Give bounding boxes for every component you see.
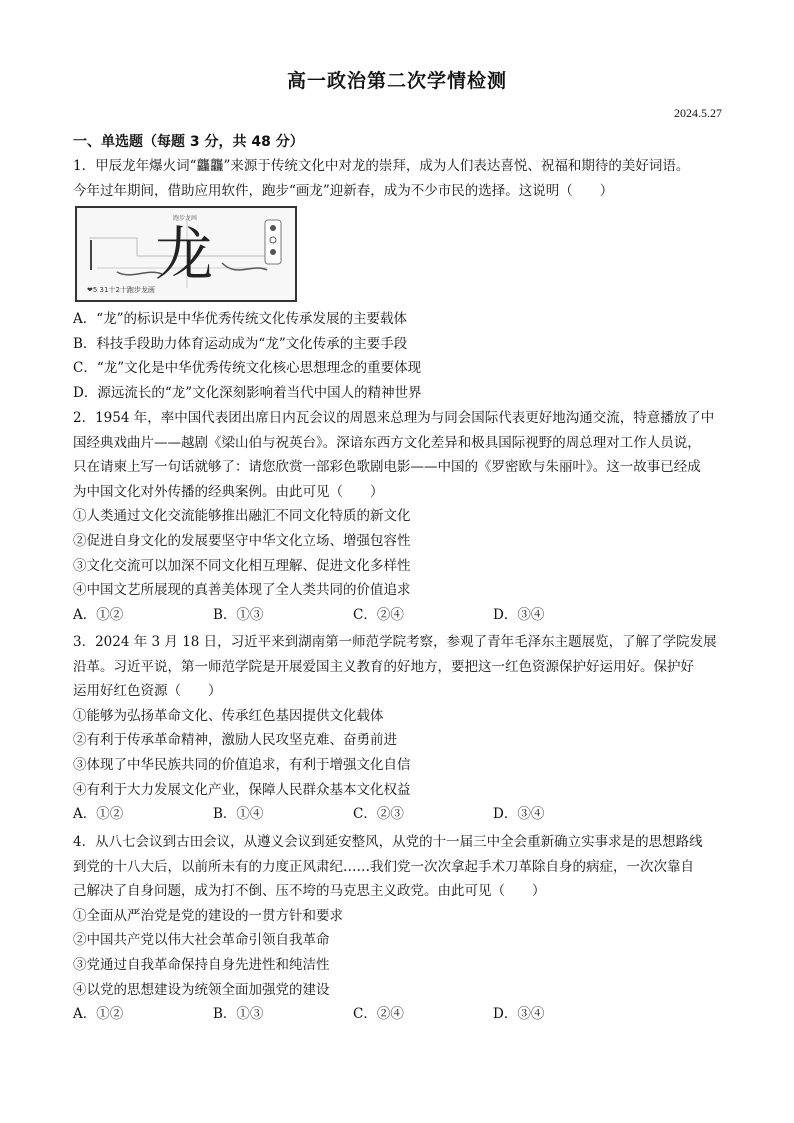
statement-4: ④以党的思想建设为统领全面加强党的建设 xyxy=(73,981,330,998)
choice-a[interactable]: A．①② xyxy=(73,1006,124,1023)
question-1-line: 今年过年期间，借助应用软件，跑步“画龙”迎新春，成为不少市民的选择。这说明（ ） xyxy=(73,182,614,199)
option-d[interactable]: D．源远流长的“龙”文化深刻影响着当代中国人的精神世界 xyxy=(73,384,422,401)
question-2-line: 2．1954 年，率中国代表团出席日内瓦会议的周恩来总理为与同会国际代表更好地沟通交流，特意播放了中 xyxy=(73,410,715,426)
question-2-line: 只在请柬上写一句话就够了：请您欣赏一部彩色歌剧电影——中国的《罗密欧与朱丽叶》。这一故事已经成 xyxy=(73,459,701,476)
question-3-line: 运用好红色资源（ ） xyxy=(73,683,222,700)
choice-b[interactable]: B．①④ xyxy=(213,806,264,823)
run-drawing-dragon-image xyxy=(75,206,297,302)
choice-c[interactable]: C．②④ xyxy=(353,1006,404,1023)
page-title: 高一政治第二次学情检测 xyxy=(286,70,507,92)
question-1-stem xyxy=(73,154,733,203)
question-4 xyxy=(73,830,733,1027)
choice-c[interactable]: C．②④ xyxy=(353,606,404,623)
choice-a[interactable]: A．①② xyxy=(73,806,124,823)
question-4-line: 到党的十八大后，以前所未有的力度正风肃纪……我们党一次次拿起手术刀革除自身的病症，一次次靠自 xyxy=(73,858,694,875)
question-4-choices xyxy=(73,1002,733,1027)
choice-d[interactable]: D．③④ xyxy=(493,1006,545,1023)
statement-3: ③体现了中华民族共同的价值追求，有利于增强文化自信 xyxy=(73,756,411,773)
statement-4: ④有利于大力发展文化产业，保障人民群众基本文化权益 xyxy=(73,781,411,798)
choice-c[interactable]: C．②③ xyxy=(353,806,404,823)
statement-1: ①人类通过文化交流能够推出融汇不同文化特质的新文化 xyxy=(73,508,411,525)
question-4-line: 己解决了自身问题，成为打不倒、压不垮的马克思主义政党。由此可见（ ） xyxy=(73,883,546,900)
question-1-options xyxy=(73,307,733,405)
question-3-choices xyxy=(73,802,733,827)
statement-3: ③党通过自我革命保持自身先进性和纯洁性 xyxy=(73,956,330,973)
question-3-line: 沿革。习近平说，第一师范学院是开展爱国主义教育的好地方，要把这一红色资源保护好运用好。保护好 xyxy=(73,658,694,675)
question-3-line: 3．2024 年 3 月 18 日，习近平来到湖南第一师范学院考察，参观了青年毛泽东主题展览，了解了学院发展 xyxy=(73,634,717,650)
question-4-line: 4．从八七会议到古田会议，从遵义会议到延安整风，从党的十一届三中全会重新确立实事求是的思想路线 xyxy=(73,834,703,850)
option-a[interactable]: A．“龙”的标识是中华优秀传统文化传承发展的主要载体 xyxy=(73,311,408,327)
dragon-route-map-image xyxy=(77,208,295,300)
choice-d[interactable]: D．③④ xyxy=(493,606,545,623)
statement-2: ②有利于传承革命精神，激励人民攻坚克难、奋勇前进 xyxy=(73,732,397,749)
question-2-choices xyxy=(73,603,733,628)
section-heading: 一、单选题（每题 3 分，共 48 分） xyxy=(73,134,304,150)
option-c[interactable]: C．“龙”文化是中华优秀传统文化核心思想理念的重要体现 xyxy=(73,360,422,377)
choice-a[interactable]: A．①② xyxy=(73,606,124,623)
statement-1: ①能够为弘扬革命文化、传承红色基因提供文化载体 xyxy=(73,707,384,724)
image-top-text: 跑步龙画 xyxy=(173,215,198,222)
exam-date: 2024.5.27 xyxy=(674,106,722,120)
choice-b[interactable]: B．①③ xyxy=(213,606,264,623)
question-2 xyxy=(73,406,733,627)
choice-d[interactable]: D．③④ xyxy=(493,806,545,823)
option-b[interactable]: B．科技手段助力体育运动成为“龙”文化传承的主要手段 xyxy=(73,335,408,352)
question-3 xyxy=(73,630,733,827)
statement-1: ①全面从严治党是党的建设的一贯方针和要求 xyxy=(73,907,343,924)
question-2-line: 国经典戏曲片——越剧《梁山伯与祝英台》。深谙东西方文化差异和极具国际视野的周总理对工作人员说， xyxy=(73,434,701,451)
statement-3: ③文化交流可以加深不同文化相互理解、促进文化多样性 xyxy=(73,557,411,574)
choice-b[interactable]: B．①③ xyxy=(213,1006,264,1023)
dragon-character: 龙 xyxy=(155,220,214,288)
image-caption: ❤5 31十2十跑步龙画 xyxy=(87,286,155,294)
question-2-line: 为中国文化对外传播的经典案例。由此可见（ ） xyxy=(73,483,384,500)
statement-2: ②中国共产党以伟大社会革命引领自我革命 xyxy=(73,932,330,949)
statement-4: ④中国文艺所展现的真善美体现了全人类共同的价值追求 xyxy=(73,582,411,599)
question-1-line: 1．甲辰龙年爆火词“龘龘”来源于传统文化中对龙的崇拜，成为人们表达喜悦、祝福和期待的美好词语。 xyxy=(73,158,690,174)
statement-2: ②促进自身文化的发展要坚守中华文化立场、增强包容性 xyxy=(73,532,411,549)
